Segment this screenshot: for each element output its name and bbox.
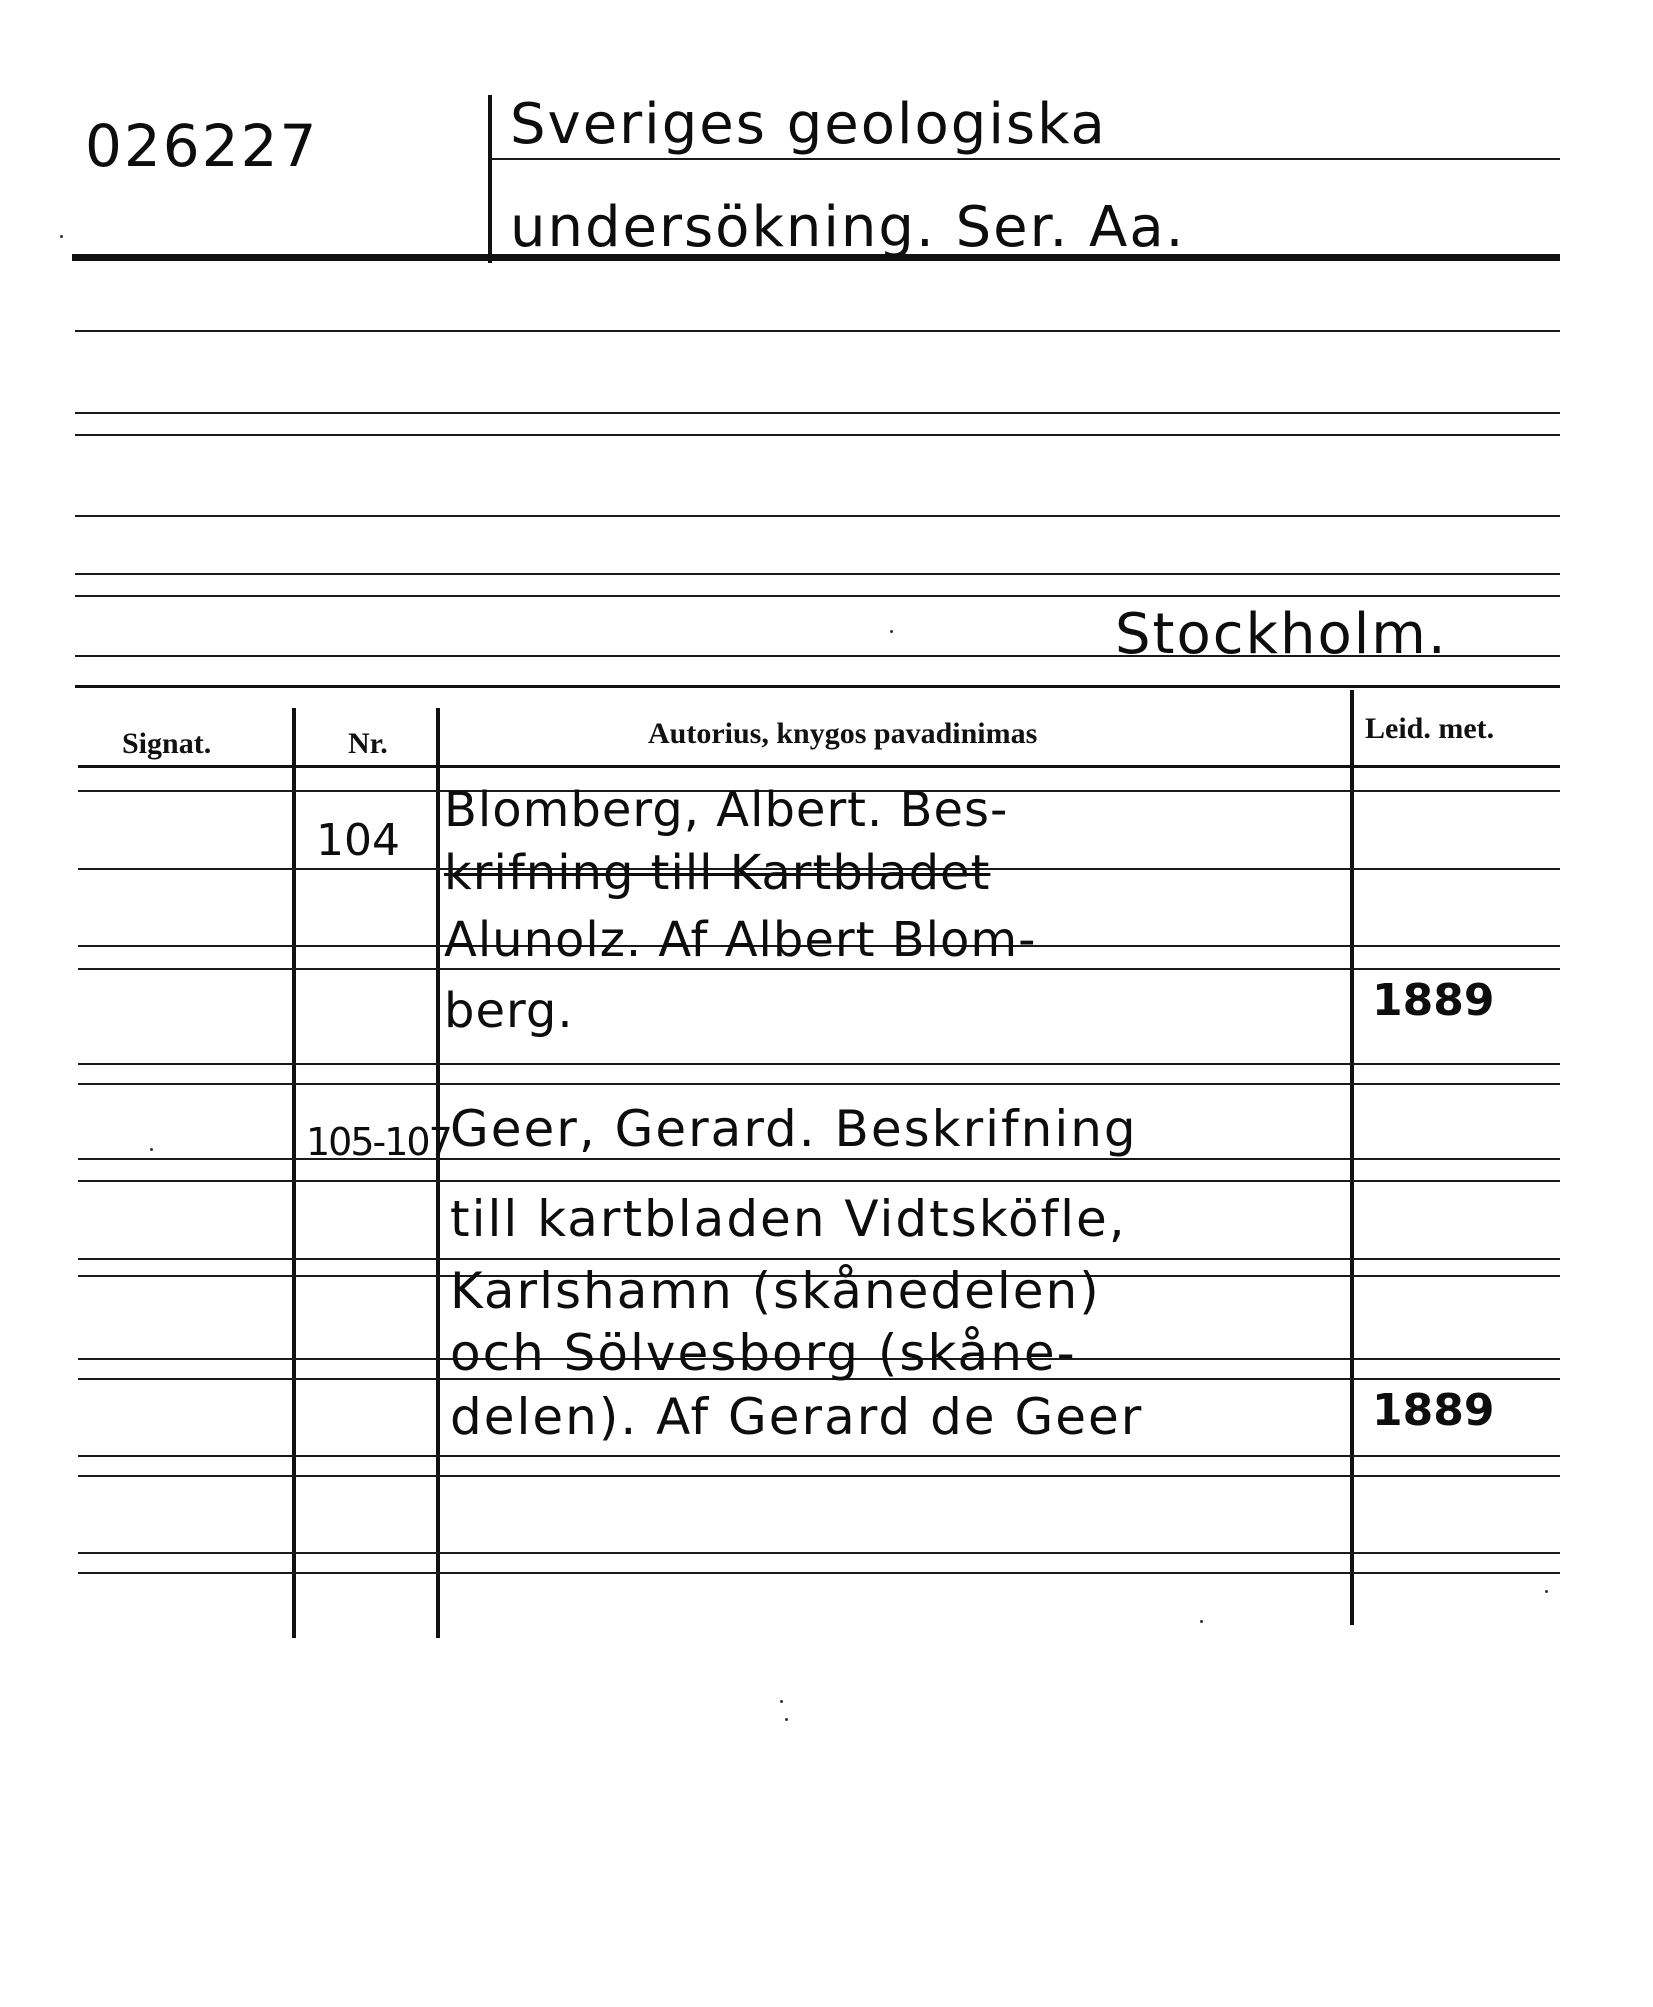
column-header-leid-met: Leid. met. (1365, 712, 1495, 745)
entry-1-text-line-2 (444, 845, 990, 901)
entry-1-text-line-1: Blomberg, Albert. Bes- (444, 782, 1009, 838)
entry-1-text-line-3: Alunolz. Af Albert Blom- (444, 912, 1037, 968)
entry-2-text-line-4: och Sölvesborg (skåne- (450, 1324, 1077, 1382)
ruled-line (75, 573, 1560, 575)
ruled-line (75, 515, 1560, 517)
series-title-line-1: Sveriges geologiska (510, 92, 1107, 157)
ruled-line (75, 412, 1560, 414)
entry-1-text-line-4: berg. (444, 983, 574, 1039)
ruled-line (75, 330, 1560, 332)
table-line (78, 1572, 1560, 1574)
table-line (78, 1063, 1560, 1065)
speck (60, 235, 63, 238)
title-rule-1 (490, 158, 1560, 160)
table-top-rule (75, 685, 1560, 688)
entry-1-struck-text: krifning till Kartbladet (444, 845, 991, 901)
table-line (78, 1552, 1560, 1554)
speck (1545, 1590, 1548, 1593)
table-line (78, 1258, 1560, 1260)
card-number: 026227 (85, 112, 319, 180)
entry-2-text-line-2: till kartbladen Vidtsköfle, (450, 1190, 1127, 1248)
speck (150, 1148, 153, 1151)
speck (785, 1718, 788, 1721)
entry-2-text-line-1: Geer, Gerard. Beskrifning (450, 1100, 1138, 1158)
column-header-nr: Nr. (348, 727, 388, 760)
speck (1200, 1620, 1203, 1623)
column-header-autorius: Autorius, knygos pavadinimas (648, 717, 1038, 750)
column-separator (436, 708, 440, 1638)
table-line (78, 1083, 1560, 1085)
ruled-line (75, 434, 1560, 436)
table-line (78, 1158, 1560, 1160)
place-of-publication: Stockholm. (1115, 602, 1448, 667)
ruled-line (75, 595, 1560, 597)
entry-1-number: 104 (316, 815, 400, 866)
table-line (78, 1180, 1560, 1182)
entry-2-text-line-3: Karlshamn (skånedelen) (450, 1262, 1101, 1320)
table-line (78, 1475, 1560, 1477)
speck (780, 1700, 783, 1703)
entry-1-year: 1889 (1372, 975, 1495, 1026)
entry-2-number: 105-107 (306, 1120, 451, 1164)
column-separator (292, 708, 296, 1638)
series-title-line-2: undersökning. Ser. Aa. (510, 195, 1186, 260)
table-line (78, 968, 1560, 970)
header-rule (72, 254, 1560, 261)
column-header-signat: Signat. (122, 727, 212, 760)
speck (890, 630, 893, 633)
entry-2-text-line-5: delen). Af Gerard de Geer (450, 1388, 1144, 1446)
header-bottom-rule (78, 765, 1560, 768)
ruled-line (75, 655, 1560, 657)
table-line (78, 1455, 1560, 1457)
entry-2-year: 1889 (1372, 1385, 1495, 1436)
header-divider (488, 95, 492, 263)
